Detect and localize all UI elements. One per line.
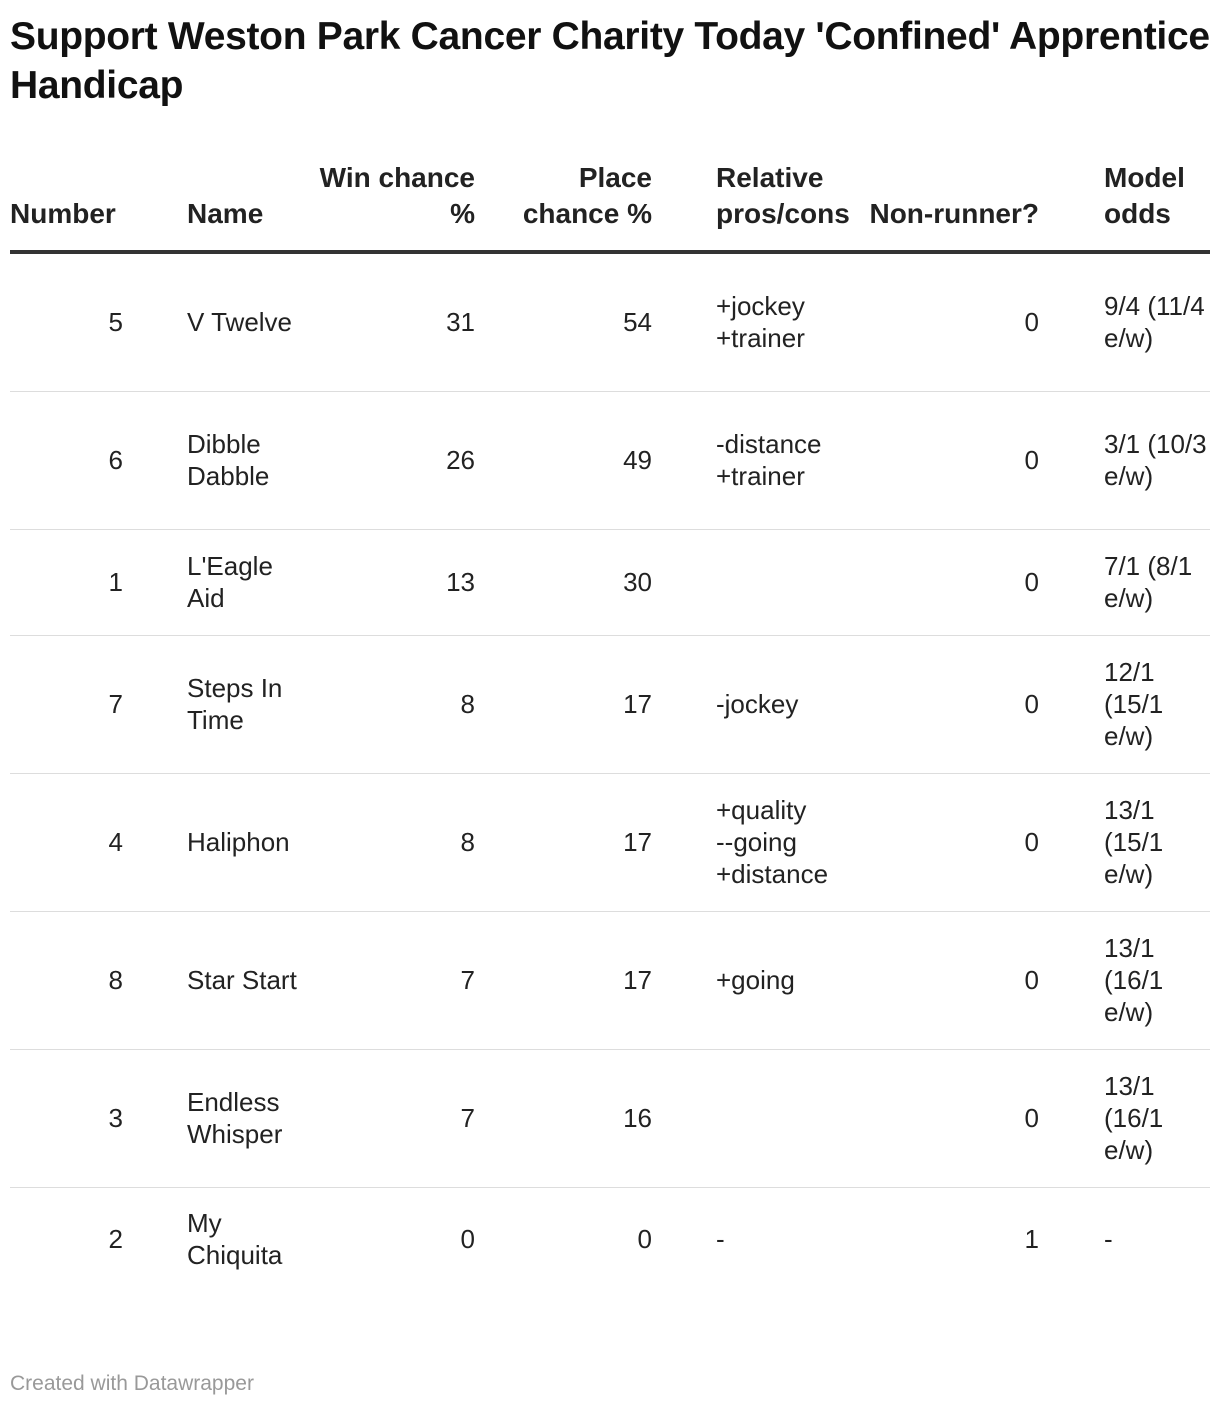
cell-place-chance: 0	[637, 1224, 652, 1255]
cell-win-chance: 31	[314, 252, 475, 391]
cell-model-odds: 12/1 (15/1 e/w)	[1104, 635, 1210, 773]
cell-model-odds: 13/1 (16/1 e/w)	[1104, 1049, 1210, 1187]
cell-pros-cons	[716, 1187, 866, 1291]
column-header-non-runner[interactable]: Non-runner?	[866, 160, 1039, 252]
cell-name: Haliphon	[187, 773, 314, 911]
cell-pros-cons	[716, 635, 866, 773]
cell-pros-cons	[716, 391, 866, 529]
cell-pros-cons	[716, 1049, 866, 1187]
race-table	[10, 160, 1210, 1291]
cell-name: My Chiquita	[187, 1208, 283, 1271]
table-row	[10, 391, 1210, 529]
table-row	[10, 252, 1210, 391]
table-row	[10, 1049, 1210, 1187]
pros-cons-item: -	[716, 1224, 725, 1255]
cell-place-chance: 17	[475, 635, 652, 773]
cell-pros-cons	[716, 911, 866, 1049]
cell-pros-cons	[716, 773, 866, 911]
cell-model-odds: 3/1 (10/3 e/w)	[1104, 391, 1210, 529]
column-header-place-chance[interactable]: Place chance %	[475, 160, 652, 252]
cell-place-chance: 16	[475, 1049, 652, 1187]
cell-win-chance: 8	[314, 773, 475, 911]
table-row	[10, 1187, 1210, 1291]
cell-name: L'Eagle Aid	[187, 529, 314, 635]
cell-name: V Twelve	[187, 252, 314, 391]
column-header-name[interactable]: Name	[187, 160, 314, 252]
pros-cons-item: --going	[716, 827, 797, 857]
column-header-model-odds[interactable]: Model odds	[1104, 160, 1210, 252]
cell-non-runner: 0	[866, 911, 1039, 1049]
cell-non-runner: 0	[866, 1049, 1039, 1187]
cell-non-runner: 0	[866, 252, 1039, 391]
pros-cons-item: +distance	[716, 859, 829, 889]
footer-credit: Created with Datawrapper	[10, 1372, 254, 1395]
cell-number: 7	[10, 635, 123, 773]
column-header-number[interactable]: Number	[10, 160, 123, 252]
pros-cons-item: +trainer	[716, 461, 805, 491]
cell-win-chance: 8	[314, 635, 475, 773]
table-row	[10, 635, 1210, 773]
cell-number: 1	[10, 529, 123, 635]
cell-model-odds: -	[1104, 1224, 1113, 1255]
pros-cons-item: +going	[716, 965, 795, 995]
cell-win-chance: 26	[314, 391, 475, 529]
cell-number: 2	[108, 1224, 123, 1255]
cell-model-odds: 9/4 (11/4 e/w)	[1104, 252, 1210, 391]
table-body	[10, 252, 1210, 1291]
cell-non-runner: 1	[1024, 1224, 1039, 1255]
cell-number: 4	[10, 773, 123, 911]
cell-non-runner: 0	[866, 391, 1039, 529]
pros-cons-item: +trainer	[716, 323, 805, 354]
cell-non-runner: 0	[866, 529, 1039, 635]
column-header-pros-cons[interactable]: Relative pros/cons	[716, 160, 866, 252]
cell-place-chance: 30	[475, 529, 652, 635]
cell-place-chance: 49	[475, 391, 652, 529]
table-row	[10, 773, 1210, 911]
cell-model-odds: 13/1 (15/1 e/w)	[1104, 773, 1210, 911]
cell-win-chance: 7	[314, 911, 475, 1049]
cell-pros-cons	[716, 529, 866, 635]
pros-cons-item: -distance	[716, 429, 822, 459]
cell-place-chance: 17	[475, 773, 652, 911]
cell-number: 6	[10, 391, 123, 529]
header-row	[10, 160, 1210, 252]
cell-non-runner: 0	[866, 635, 1039, 773]
cell-number: 8	[10, 911, 123, 1049]
cell-number: 3	[10, 1049, 123, 1187]
pros-cons-item: +jockey	[716, 291, 805, 322]
cell-name: Steps In Time	[187, 635, 314, 773]
chart-title: Support Weston Park Cancer Charity Today 'Confined' Apprentice Handicap	[10, 15, 1210, 107]
table-row	[10, 529, 1210, 635]
pros-cons-item: +quality	[716, 795, 807, 825]
table-row	[10, 911, 1210, 1049]
cell-place-chance: 17	[475, 911, 652, 1049]
cell-win-chance: 0	[460, 1224, 475, 1255]
cell-place-chance: 54	[475, 252, 652, 391]
cell-name: Dibble Dabble	[187, 391, 314, 529]
cell-non-runner: 0	[866, 773, 1039, 911]
cell-number: 5	[10, 252, 123, 391]
cell-name: Star Start	[187, 911, 314, 1049]
cell-pros-cons	[716, 252, 866, 391]
cell-win-chance: 7	[314, 1049, 475, 1187]
cell-win-chance: 13	[314, 529, 475, 635]
cell-name: Endless Whisper	[187, 1049, 314, 1187]
cell-model-odds: 7/1 (8/1 e/w)	[1104, 529, 1210, 635]
pros-cons-item: -jockey	[716, 689, 799, 719]
column-header-win-chance[interactable]: Win chance %	[314, 160, 475, 252]
cell-model-odds: 13/1 (16/1 e/w)	[1104, 911, 1210, 1049]
